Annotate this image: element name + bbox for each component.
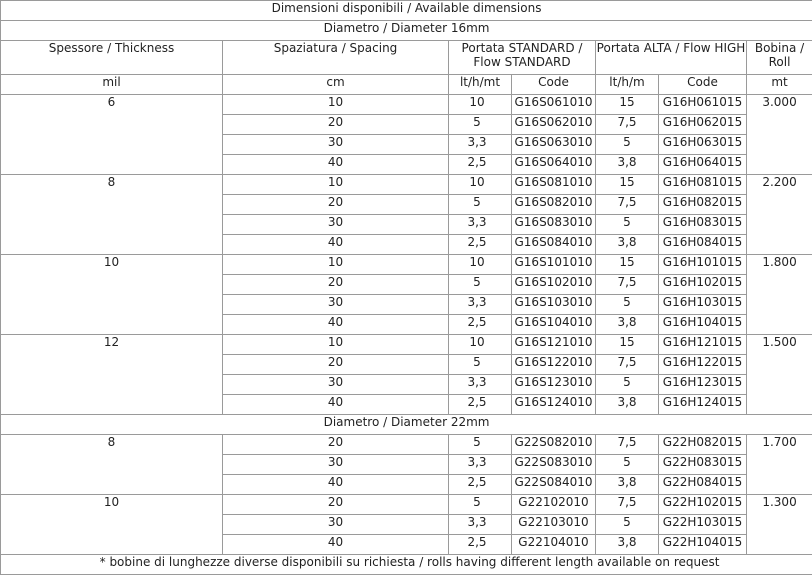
thickness-cell: 8	[1, 175, 223, 255]
roll-cell: 1.300	[747, 495, 812, 555]
roll-header: Bobina / Roll	[747, 41, 812, 75]
high-code-cell: G22H103015	[659, 515, 747, 535]
table-row	[1, 175, 812, 195]
std-code-cell: G16S062010	[512, 115, 596, 135]
header-row	[1, 41, 812, 75]
std-code-cell: G22102010	[512, 495, 596, 515]
std-code-cell: G16S063010	[512, 135, 596, 155]
std-flow-cell: 5	[449, 495, 512, 515]
std-flow-cell: 5	[449, 435, 512, 455]
std-code-cell: G22104010	[512, 535, 596, 555]
std-flow-cell: 3,3	[449, 295, 512, 315]
spacing-cell: 20	[223, 195, 449, 215]
roll-cell: 1.700	[747, 435, 812, 495]
spacing-cell: 40	[223, 395, 449, 415]
roll-unit: mt	[747, 75, 812, 95]
high-flow-cell: 15	[596, 335, 659, 355]
std-code-cell: G16S081010	[512, 175, 596, 195]
std-flow-cell: 2,5	[449, 475, 512, 495]
high-flow-cell: 7,5	[596, 495, 659, 515]
high-code-cell: G16H064015	[659, 155, 747, 175]
spacing-cell: 30	[223, 135, 449, 155]
std-code-cell: G16S122010	[512, 355, 596, 375]
std-flow-cell: 5	[449, 115, 512, 135]
footnote: * bobine di lunghezze diverse disponibili su richiesta / rolls having different length available on request	[1, 555, 812, 575]
thickness-cell: 10	[1, 495, 223, 555]
std-flow-cell: 2,5	[449, 155, 512, 175]
high-flow-cell: 3,8	[596, 475, 659, 495]
spacing-cell: 10	[223, 335, 449, 355]
spacing-cell: 40	[223, 235, 449, 255]
table-row	[1, 95, 812, 115]
table-row	[1, 435, 812, 455]
std-flow-cell: 3,3	[449, 455, 512, 475]
std-flow-cell: 5	[449, 195, 512, 215]
high-code-cell: G16H104015	[659, 315, 747, 335]
std-flow-cell: 2,5	[449, 395, 512, 415]
std-code-cell: G16S064010	[512, 155, 596, 175]
high-code-cell: G16H063015	[659, 135, 747, 155]
table-row	[1, 335, 812, 355]
thickness-cell: 8	[1, 435, 223, 495]
std-code-cell: G16S102010	[512, 275, 596, 295]
roll-cell: 2.200	[747, 175, 812, 255]
diameter-heading: Diametro / Diameter 16mm	[1, 21, 812, 41]
std-flow-cell: 10	[449, 95, 512, 115]
std-code-cell: G16S123010	[512, 375, 596, 395]
high-flow-cell: 7,5	[596, 435, 659, 455]
roll-cell: 3.000	[747, 95, 812, 175]
spacing-header: Spaziatura / Spacing	[223, 41, 449, 75]
diameter-heading: Diametro / Diameter 22mm	[1, 415, 812, 435]
high-flow-unit: lt/h/m	[596, 75, 659, 95]
std-flow-cell: 2,5	[449, 535, 512, 555]
std-code-cell: G16S083010	[512, 215, 596, 235]
thickness-cell: 12	[1, 335, 223, 415]
high-flow-cell: 7,5	[596, 195, 659, 215]
high-code-cell: G16H102015	[659, 275, 747, 295]
high-code-cell: G16H103015	[659, 295, 747, 315]
std-flow-cell: 10	[449, 335, 512, 355]
std-code-cell: G22S083010	[512, 455, 596, 475]
high-code-unit: Code	[659, 75, 747, 95]
high-flow-cell: 15	[596, 175, 659, 195]
spacing-cell: 30	[223, 455, 449, 475]
high-flow-cell: 7,5	[596, 275, 659, 295]
high-code-cell: G16H121015	[659, 335, 747, 355]
std-code-cell: G16S061010	[512, 95, 596, 115]
std-flow-cell: 2,5	[449, 315, 512, 335]
std-flow-cell: 3,3	[449, 375, 512, 395]
table-title: Dimensioni disponibili / Available dimensions	[1, 1, 812, 21]
spacing-cell: 20	[223, 115, 449, 135]
diameter-row	[1, 415, 812, 435]
std-flow-cell: 3,3	[449, 135, 512, 155]
thickness-cell: 6	[1, 95, 223, 175]
high-code-cell: G16H082015	[659, 195, 747, 215]
std-flow-cell: 5	[449, 355, 512, 375]
high-code-cell: G16H122015	[659, 355, 747, 375]
high-code-cell: G16H084015	[659, 235, 747, 255]
std-code-cell: G16S084010	[512, 235, 596, 255]
std-code-cell: G16S124010	[512, 395, 596, 415]
std-code-unit: Code	[512, 75, 596, 95]
spacing-cell: 10	[223, 255, 449, 275]
spacing-cell: 30	[223, 515, 449, 535]
thickness-cell: 10	[1, 255, 223, 335]
high-code-cell: G16H081015	[659, 175, 747, 195]
high-flow-cell: 5	[596, 295, 659, 315]
title-row	[1, 1, 812, 21]
std-flow-cell: 10	[449, 175, 512, 195]
std-flow-cell: 5	[449, 275, 512, 295]
spacing-cell: 20	[223, 275, 449, 295]
spacing-cell: 30	[223, 295, 449, 315]
high-code-cell: G16H101015	[659, 255, 747, 275]
roll-cell: 1.500	[747, 335, 812, 415]
diameter-row	[1, 21, 812, 41]
high-flow-cell: 5	[596, 455, 659, 475]
spacing-cell: 40	[223, 315, 449, 335]
table-row	[1, 495, 812, 515]
table-row	[1, 255, 812, 275]
flow-standard-header: Portata STANDARD / Flow STANDARD	[449, 41, 596, 75]
spacing-cell: 20	[223, 435, 449, 455]
high-flow-cell: 5	[596, 215, 659, 235]
high-code-cell: G16H061015	[659, 95, 747, 115]
high-flow-cell: 3,8	[596, 155, 659, 175]
high-flow-cell: 3,8	[596, 235, 659, 255]
high-code-cell: G16H062015	[659, 115, 747, 135]
high-code-cell: G16H123015	[659, 375, 747, 395]
high-flow-cell: 7,5	[596, 115, 659, 135]
high-code-cell: G22H082015	[659, 435, 747, 455]
std-flow-cell: 3,3	[449, 215, 512, 235]
high-flow-cell: 15	[596, 255, 659, 275]
spacing-unit: cm	[223, 75, 449, 95]
high-flow-cell: 15	[596, 95, 659, 115]
std-flow-cell: 2,5	[449, 235, 512, 255]
std-code-cell: G16S121010	[512, 335, 596, 355]
spacing-cell: 30	[223, 375, 449, 395]
std-code-cell: G16S103010	[512, 295, 596, 315]
std-flow-unit: lt/h/mt	[449, 75, 512, 95]
std-code-cell: G16S101010	[512, 255, 596, 275]
std-code-cell: G22103010	[512, 515, 596, 535]
high-code-cell: G22H104015	[659, 535, 747, 555]
std-flow-cell: 10	[449, 255, 512, 275]
footnote-row	[1, 555, 812, 575]
std-code-cell: G22S084010	[512, 475, 596, 495]
high-flow-cell: 3,8	[596, 395, 659, 415]
spacing-cell: 20	[223, 355, 449, 375]
high-code-cell: G22H102015	[659, 495, 747, 515]
spacing-cell: 40	[223, 155, 449, 175]
units-row	[1, 75, 812, 95]
high-flow-cell: 5	[596, 375, 659, 395]
roll-cell: 1.800	[747, 255, 812, 335]
high-flow-cell: 3,8	[596, 535, 659, 555]
thickness-header: Spessore / Thickness	[1, 41, 223, 75]
high-flow-cell: 5	[596, 515, 659, 535]
high-flow-cell: 7,5	[596, 355, 659, 375]
high-code-cell: G22H083015	[659, 455, 747, 475]
thickness-unit: mil	[1, 75, 223, 95]
high-flow-cell: 3,8	[596, 315, 659, 335]
flow-high-header: Portata ALTA / Flow HIGH	[596, 41, 747, 75]
spacing-cell: 30	[223, 215, 449, 235]
high-flow-cell: 5	[596, 135, 659, 155]
std-flow-cell: 3,3	[449, 515, 512, 535]
std-code-cell: G16S082010	[512, 195, 596, 215]
spacing-cell: 40	[223, 475, 449, 495]
std-code-cell: G22S082010	[512, 435, 596, 455]
high-code-cell: G16H083015	[659, 215, 747, 235]
spacing-cell: 10	[223, 175, 449, 195]
spacing-cell: 20	[223, 495, 449, 515]
spacing-cell: 40	[223, 535, 449, 555]
spacing-cell: 10	[223, 95, 449, 115]
std-code-cell: G16S104010	[512, 315, 596, 335]
high-code-cell: G16H124015	[659, 395, 747, 415]
high-code-cell: G22H084015	[659, 475, 747, 495]
